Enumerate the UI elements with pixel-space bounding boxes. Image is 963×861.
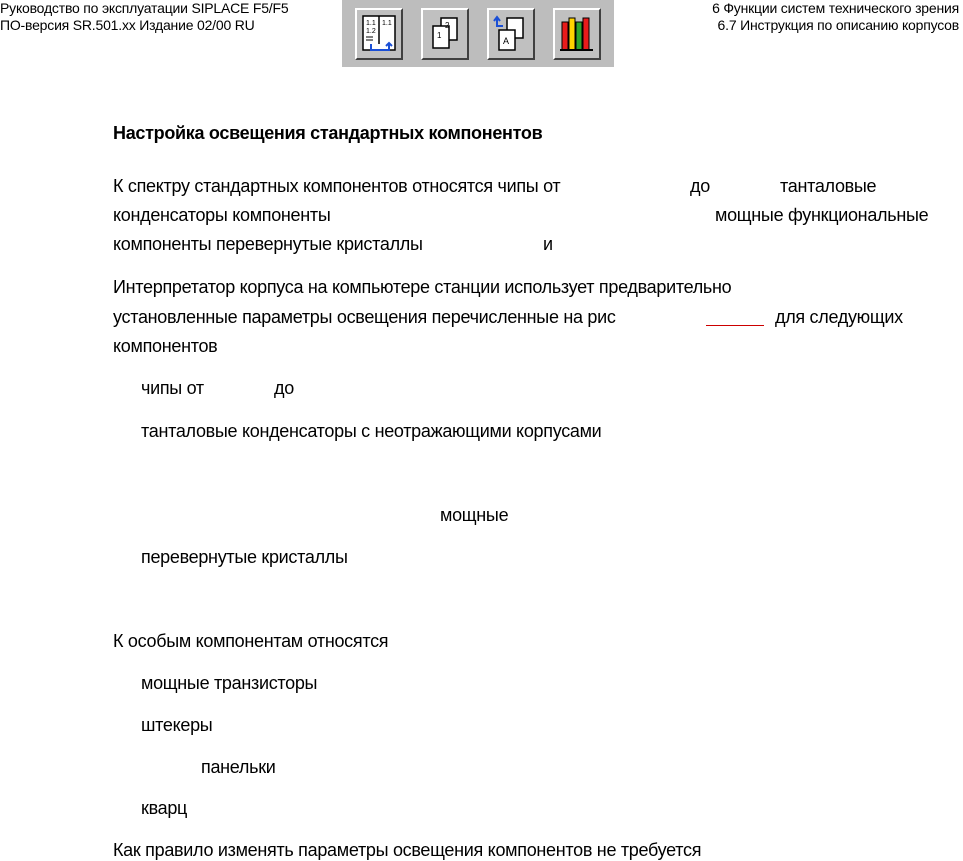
p1-line1-c: танталовые (780, 176, 877, 196)
special-item-connectors: штекеры (141, 715, 213, 735)
copy-pages-icon (427, 14, 463, 54)
p1-line3-a: компоненты перевернутые кристаллы (113, 234, 423, 254)
p2-line1: Интерпретатор корпуса на компьютере станции использует предварительно (113, 277, 732, 297)
list-item-chips-a: чипы от (141, 378, 204, 398)
special-item-transistors: мощные транзисторы (141, 673, 318, 693)
special-item-sockets: панельки (201, 757, 276, 777)
section-title: 6.7 Инструкция по описанию корпусов (717, 17, 959, 33)
p2-line2-a: установленные параметры освещения перечисленные на рис (113, 307, 616, 327)
books-library-icon (559, 14, 595, 54)
svg-text:1: 1 (437, 30, 442, 40)
p1-line3-b: и (543, 234, 553, 254)
closing-sentence: Как правило изменять параметры освещения компонентов не требуется (113, 840, 702, 860)
chapter-title: 6 Функции систем технического зрения (712, 0, 959, 16)
list-item-tantal: танталовые конденсаторы с неотражающими корпусами (141, 421, 602, 441)
p1-line2-b: мощные функциональные (715, 205, 929, 225)
p2-line2-b: для следующих (775, 307, 903, 327)
back-to-document-button[interactable] (487, 8, 535, 60)
svg-text:1.2: 1.2 (366, 27, 376, 35)
svg-text:A: A (503, 35, 510, 46)
special-components-intro: К особым компонентам относятся (113, 631, 389, 651)
header-right (712, 0, 959, 34)
pages-button[interactable] (421, 8, 469, 60)
manual-title: Руководство по эксплуатации SIPLACE F5/F5 (0, 0, 289, 16)
p1-line1-a: К спектру стандартных компонентов относятся чипы от (113, 176, 561, 196)
contents-button[interactable] (355, 8, 403, 60)
document-arrow-icon (493, 14, 529, 54)
svg-text:1.1: 1.1 (366, 19, 376, 27)
special-item-quartz: кварц (141, 798, 188, 818)
svg-text:1.1: 1.1 (382, 19, 392, 27)
navigation-toolbar (342, 0, 614, 67)
section-heading: Настройка освещения стандартных компонентов (113, 123, 543, 143)
svg-text:2: 2 (445, 20, 450, 30)
p1-line2-a: конденсаторы компоненты (113, 205, 331, 225)
figure-reference-link[interactable] (706, 325, 764, 326)
list-item-chips-b: до (274, 378, 294, 398)
p2-line3: компонентов (113, 336, 218, 356)
list-item-flip-chip: перевернутые кристаллы (141, 547, 348, 567)
software-version: ПО-версия SR.501.xx Издание 02/00 RU (0, 17, 255, 33)
library-button[interactable] (553, 8, 601, 60)
header-left (0, 0, 288, 34)
p1-line1-b: до (690, 176, 710, 196)
list-item-power: мощные (440, 505, 509, 525)
document-structure-icon (361, 14, 397, 54)
